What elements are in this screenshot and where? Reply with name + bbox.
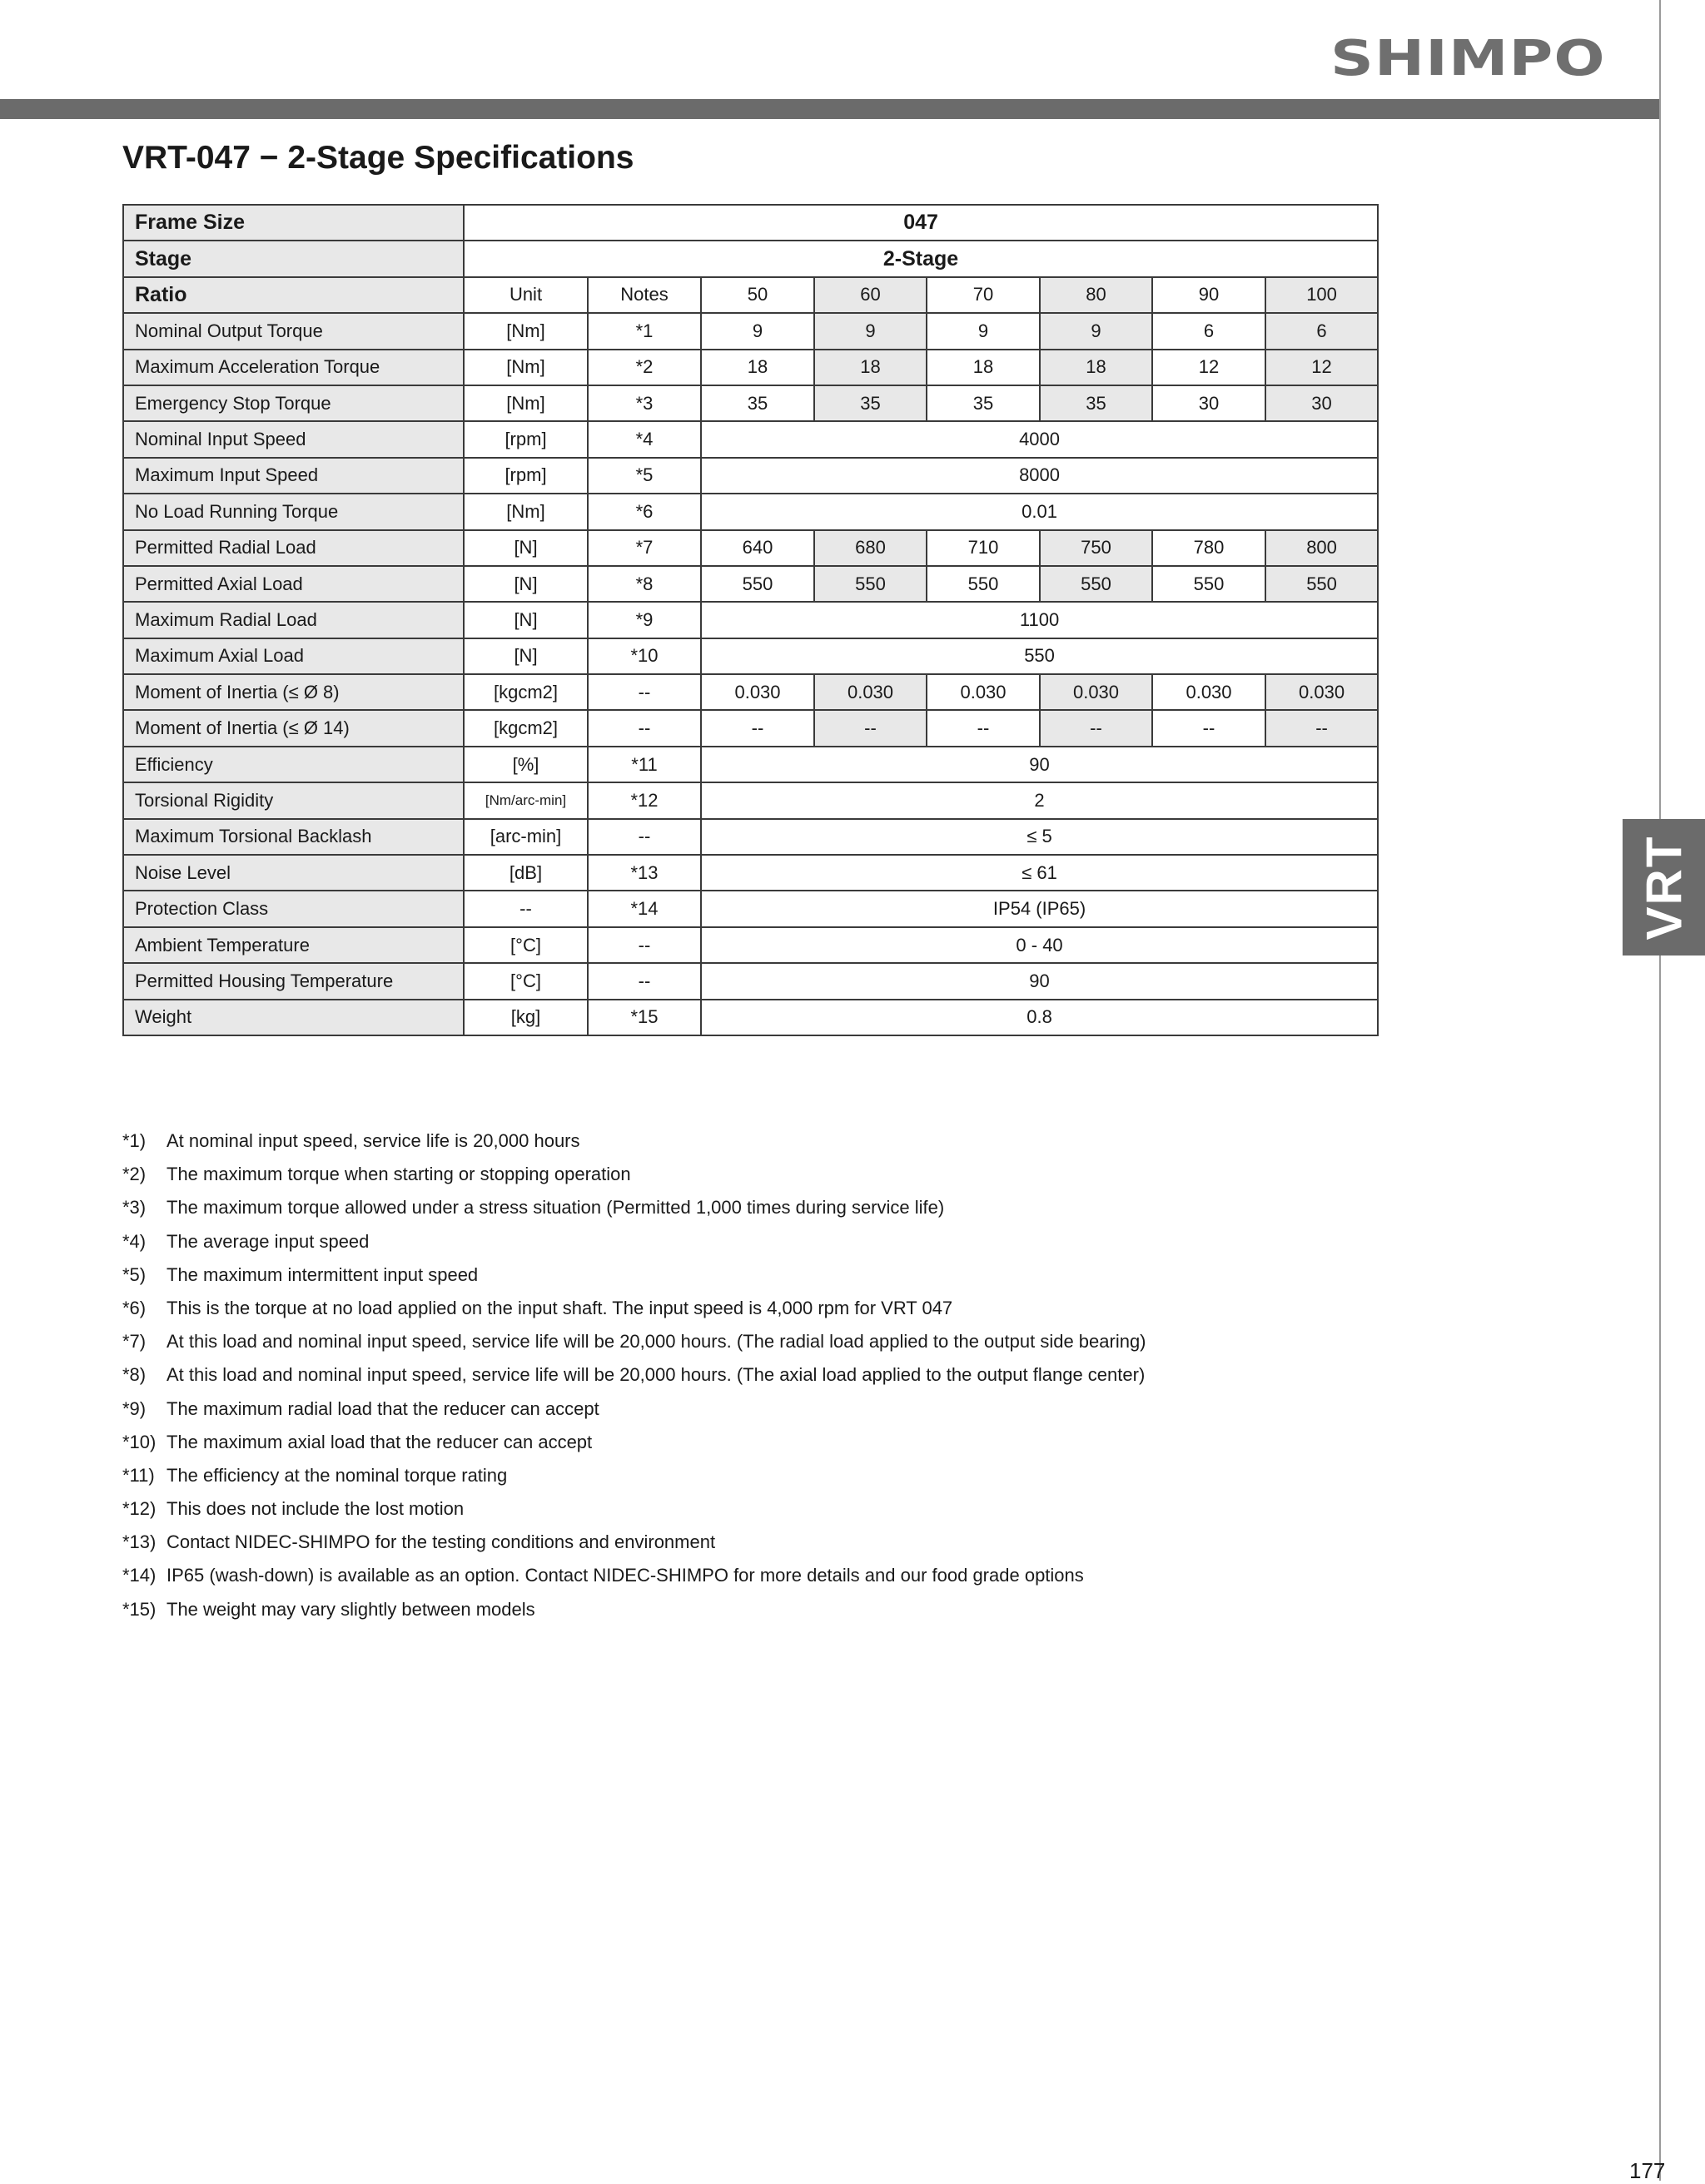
spec-row xyxy=(123,638,1378,674)
footnote-text: This is the torque at no load applied on the input shaft. The input speed is 4,000 rpm for VRT 047 xyxy=(167,1297,953,1318)
footnote-text: At this load and nominal input speed, service life will be 20,000 hours. (The radial load applied to the output side bearing) xyxy=(167,1331,1146,1353)
spec-row-label: Maximum Acceleration Torque xyxy=(123,350,464,385)
side-section-tab xyxy=(1623,819,1705,956)
spec-value-cell: 0.030 xyxy=(1040,674,1152,710)
spec-value-cell: 550 xyxy=(927,566,1040,602)
spec-value-merged: ≤ 5 xyxy=(701,819,1378,855)
shimpo-logo: SHIMPO xyxy=(1330,29,1606,87)
footnote-key: *12) xyxy=(122,1498,157,1520)
spec-row xyxy=(123,855,1378,891)
footnote-text: IP65 (wash-down) is available as an option. Contact NIDEC-SHIMPO for more details and our food grade options xyxy=(167,1565,1084,1586)
spec-table-body xyxy=(123,205,1378,1035)
spec-row-unit: [kgcm2] xyxy=(464,674,588,710)
spec-row-unit: [%] xyxy=(464,747,588,782)
spec-value-cell: 12 xyxy=(1265,350,1378,385)
spec-value-cell: 9 xyxy=(814,313,927,349)
spec-row-note: *15 xyxy=(588,1000,701,1035)
spec-row xyxy=(123,350,1378,385)
spec-row-label: Nominal Output Torque xyxy=(123,313,464,349)
ratio-row xyxy=(123,277,1378,313)
footnote-key: *11) xyxy=(122,1464,155,1486)
spec-value-cell: 9 xyxy=(927,313,1040,349)
spec-table xyxy=(122,204,1379,1036)
footnote-text: The efficiency at the nominal torque rating xyxy=(167,1464,508,1486)
spec-value-cell: 0.030 xyxy=(1152,674,1265,710)
spec-row-note: *13 xyxy=(588,855,701,891)
spec-value-cell: 18 xyxy=(814,350,927,385)
spec-value-cell: 800 xyxy=(1265,530,1378,566)
spec-row-note: -- xyxy=(588,963,701,999)
spec-row-unit: [kgcm2] xyxy=(464,710,588,746)
stage-row xyxy=(123,241,1378,276)
spec-row-note: *8 xyxy=(588,566,701,602)
spec-value-cell: 30 xyxy=(1265,385,1378,421)
spec-row-note: *2 xyxy=(588,350,701,385)
spec-row-unit: [Nm] xyxy=(464,385,588,421)
spec-row-label: Maximum Torsional Backlash xyxy=(123,819,464,855)
footnote-key: *9) xyxy=(122,1397,147,1419)
spec-row-label: Nominal Input Speed xyxy=(123,421,464,457)
ratio-cell: 90 xyxy=(1152,277,1265,313)
spec-row-unit: [N] xyxy=(464,566,588,602)
spec-value-cell: 640 xyxy=(701,530,814,566)
spec-value-merged: 90 xyxy=(701,747,1378,782)
stage-label: Stage xyxy=(123,241,464,276)
page-number: 177 xyxy=(1629,2158,1666,2183)
spec-row-unit: [N] xyxy=(464,638,588,674)
footnote xyxy=(122,1392,1146,1426)
footnote xyxy=(122,1358,1146,1392)
spec-value-cell: 550 xyxy=(701,566,814,602)
spec-row xyxy=(123,1000,1378,1035)
footnote-text: The maximum intermittent input speed xyxy=(167,1263,479,1285)
spec-row-label: Maximum Radial Load xyxy=(123,602,464,638)
spec-value-merged: IP54 (IP65) xyxy=(701,891,1378,926)
footnote-text: The maximum torque when starting or stopping operation xyxy=(167,1164,631,1185)
spec-row xyxy=(123,602,1378,638)
spec-value-cell: 710 xyxy=(927,530,1040,566)
spec-value-cell: 35 xyxy=(814,385,927,421)
footnote-text: Contact NIDEC-SHIMPO for the testing conditions and environment xyxy=(167,1531,716,1553)
spec-value-cell: 550 xyxy=(1152,566,1265,602)
spec-value-cell: 0.030 xyxy=(814,674,927,710)
spec-row xyxy=(123,963,1378,999)
spec-value-cell: 35 xyxy=(1040,385,1152,421)
spec-row-unit: [N] xyxy=(464,602,588,638)
spec-value-cell: -- xyxy=(1152,710,1265,746)
spec-value-cell: -- xyxy=(701,710,814,746)
spec-row xyxy=(123,530,1378,566)
side-tab-label: VRT xyxy=(1636,835,1692,940)
spec-value-cell: -- xyxy=(1040,710,1152,746)
footnote-key: *8) xyxy=(122,1364,147,1386)
spec-row-label: Maximum Input Speed xyxy=(123,458,464,494)
footnote-text: The maximum torque allowed under a stress situation (Permitted 1,000 times during service life) xyxy=(167,1197,945,1219)
footnote-key: *15) xyxy=(122,1598,157,1620)
spec-row xyxy=(123,421,1378,457)
footnote xyxy=(122,1593,1146,1626)
spec-value-cell: -- xyxy=(814,710,927,746)
spec-row-note: -- xyxy=(588,710,701,746)
spec-value-cell: -- xyxy=(1265,710,1378,746)
ratio-label: Ratio xyxy=(123,277,464,313)
spec-row-label: Maximum Axial Load xyxy=(123,638,464,674)
footnote-key: *2) xyxy=(122,1164,147,1185)
footnote-key: *5) xyxy=(122,1263,147,1285)
spec-row-label: Protection Class xyxy=(123,891,464,926)
footnote xyxy=(122,1158,1146,1191)
spec-row-label: No Load Running Torque xyxy=(123,494,464,529)
spec-value-cell: 9 xyxy=(701,313,814,349)
spec-value-merged: 550 xyxy=(701,638,1378,674)
footnote xyxy=(122,1325,1146,1358)
footnote-key: *3) xyxy=(122,1197,147,1219)
spec-row xyxy=(123,566,1378,602)
footnote-text: This does not include the lost motion xyxy=(167,1498,465,1520)
footnote xyxy=(122,1526,1146,1559)
spec-row-label: Permitted Axial Load xyxy=(123,566,464,602)
spec-row-note: -- xyxy=(588,819,701,855)
spec-value-cell: 0.030 xyxy=(701,674,814,710)
spec-value-cell: 0.030 xyxy=(1265,674,1378,710)
footnotes xyxy=(122,1124,1146,1626)
spec-row xyxy=(123,674,1378,710)
spec-row-label: Moment of Inertia (≤ Ø 14) xyxy=(123,710,464,746)
spec-row-unit: [arc-min] xyxy=(464,819,588,855)
spec-value-cell: 30 xyxy=(1152,385,1265,421)
spec-value-cell: 550 xyxy=(814,566,927,602)
footnote-key: *14) xyxy=(122,1565,157,1586)
spec-row xyxy=(123,891,1378,926)
footnote-text: The weight may vary slightly between models xyxy=(167,1598,535,1620)
spec-value-merged: 0 - 40 xyxy=(701,927,1378,963)
ratio-cell: 50 xyxy=(701,277,814,313)
spec-value-cell: 35 xyxy=(701,385,814,421)
spec-row xyxy=(123,927,1378,963)
footnote xyxy=(122,1258,1146,1292)
spec-row-label: Torsional Rigidity xyxy=(123,782,464,818)
spec-value-cell: 9 xyxy=(1040,313,1152,349)
spec-value-cell: 550 xyxy=(1040,566,1152,602)
spec-row-label: Emergency Stop Torque xyxy=(123,385,464,421)
spec-row-note: *12 xyxy=(588,782,701,818)
spec-row-label: Permitted Housing Temperature xyxy=(123,963,464,999)
footnote xyxy=(122,1124,1146,1158)
spec-row-unit: [kg] xyxy=(464,1000,588,1035)
spec-row xyxy=(123,710,1378,746)
spec-row-note: *14 xyxy=(588,891,701,926)
spec-row-label: Weight xyxy=(123,1000,464,1035)
spec-row xyxy=(123,819,1378,855)
spec-value-merged: 8000 xyxy=(701,458,1378,494)
spec-row xyxy=(123,747,1378,782)
spec-row-note: *9 xyxy=(588,602,701,638)
ratio-cell: 70 xyxy=(927,277,1040,313)
spec-value-cell: 6 xyxy=(1265,313,1378,349)
frame-size-value: 047 xyxy=(464,205,1378,241)
spec-value-cell: 550 xyxy=(1265,566,1378,602)
spec-value-merged: ≤ 61 xyxy=(701,855,1378,891)
spec-row-label: Noise Level xyxy=(123,855,464,891)
footnote-key: *1) xyxy=(122,1130,147,1151)
spec-row xyxy=(123,494,1378,529)
spec-row-unit: [dB] xyxy=(464,855,588,891)
ratio-cell: 60 xyxy=(814,277,927,313)
footnote xyxy=(122,1459,1146,1492)
spec-row-note: *4 xyxy=(588,421,701,457)
spec-row xyxy=(123,782,1378,818)
spec-value-cell: 18 xyxy=(1040,350,1152,385)
spec-value-merged: 0.01 xyxy=(701,494,1378,529)
spec-value-merged: 4000 xyxy=(701,421,1378,457)
spec-row-note: *6 xyxy=(588,494,701,529)
spec-row xyxy=(123,313,1378,349)
spec-value-cell: 780 xyxy=(1152,530,1265,566)
footnote xyxy=(122,1426,1146,1459)
spec-row-note: -- xyxy=(588,927,701,963)
footnote xyxy=(122,1225,1146,1258)
spec-row-unit: [°C] xyxy=(464,963,588,999)
spec-value-cell: 680 xyxy=(814,530,927,566)
footnote xyxy=(122,1492,1146,1526)
spec-row-note: *5 xyxy=(588,458,701,494)
spec-row-unit: [Nm] xyxy=(464,350,588,385)
spec-value-cell: 0.030 xyxy=(927,674,1040,710)
unit-header: Unit xyxy=(464,277,588,313)
spec-value-cell: -- xyxy=(927,710,1040,746)
spec-value-cell: 35 xyxy=(927,385,1040,421)
spec-row-note: *1 xyxy=(588,313,701,349)
spec-value-cell: 12 xyxy=(1152,350,1265,385)
footnote-key: *7) xyxy=(122,1331,147,1353)
footnote-key: *13) xyxy=(122,1531,157,1553)
footnote-text: The maximum axial load that the reducer can accept xyxy=(167,1431,593,1452)
spec-row-label: Efficiency xyxy=(123,747,464,782)
spec-row-unit: [°C] xyxy=(464,927,588,963)
footnote xyxy=(122,1191,1146,1224)
footnote-text: The maximum radial load that the reducer can accept xyxy=(167,1397,599,1419)
frame-size-row xyxy=(123,205,1378,241)
spec-row-unit: [Nm] xyxy=(464,494,588,529)
spec-row-label: Moment of Inertia (≤ Ø 8) xyxy=(123,674,464,710)
ratio-cell: 80 xyxy=(1040,277,1152,313)
spec-row-unit: [Nm/arc-min] xyxy=(464,782,588,818)
header-bar xyxy=(0,99,1661,119)
spec-value-merged: 0.8 xyxy=(701,1000,1378,1035)
spec-row-label: Ambient Temperature xyxy=(123,927,464,963)
spec-row xyxy=(123,458,1378,494)
spec-value-cell: 18 xyxy=(701,350,814,385)
notes-header: Notes xyxy=(588,277,701,313)
footnote xyxy=(122,1292,1146,1325)
spec-row-unit: [Nm] xyxy=(464,313,588,349)
spec-value-merged: 90 xyxy=(701,963,1378,999)
footnote xyxy=(122,1559,1146,1592)
spec-row-unit: [N] xyxy=(464,530,588,566)
footnote-text: At nominal input speed, service life is 20,000 hours xyxy=(167,1130,580,1151)
spec-row-note: *11 xyxy=(588,747,701,782)
footnote-text: The average input speed xyxy=(167,1230,370,1252)
spec-value-merged: 1100 xyxy=(701,602,1378,638)
frame-size-label: Frame Size xyxy=(123,205,464,241)
spec-row-unit: [rpm] xyxy=(464,421,588,457)
footnote-key: *6) xyxy=(122,1297,147,1318)
footnote-text: At this load and nominal input speed, service life will be 20,000 hours. (The axial load applied to the output flange center) xyxy=(167,1364,1146,1386)
spec-row-unit: [rpm] xyxy=(464,458,588,494)
spec-row-note: *3 xyxy=(588,385,701,421)
footnote-key: *10) xyxy=(122,1431,157,1452)
spec-row-unit: -- xyxy=(464,891,588,926)
spec-value-cell: 18 xyxy=(927,350,1040,385)
spec-row-note: -- xyxy=(588,674,701,710)
page-edge-rule xyxy=(1659,0,1661,2181)
spec-row-note: *10 xyxy=(588,638,701,674)
page-title: VRT-047 − 2-Stage Specifications xyxy=(122,140,634,176)
spec-row-note: *7 xyxy=(588,530,701,566)
spec-value-merged: 2 xyxy=(701,782,1378,818)
spec-row-label: Permitted Radial Load xyxy=(123,530,464,566)
footnote-key: *4) xyxy=(122,1230,147,1252)
ratio-cell: 100 xyxy=(1265,277,1378,313)
spec-value-cell: 750 xyxy=(1040,530,1152,566)
spec-row xyxy=(123,385,1378,421)
stage-value: 2-Stage xyxy=(464,241,1378,276)
spec-value-cell: 6 xyxy=(1152,313,1265,349)
